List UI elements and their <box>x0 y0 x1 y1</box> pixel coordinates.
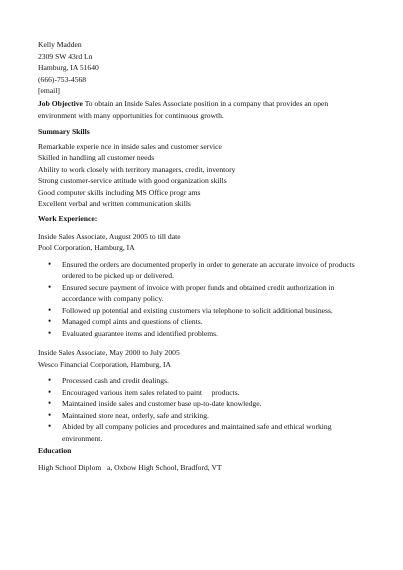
objective-text: To obtain an Inside Sales Associate position in a company that provides an open environment with many opportunities for continuous growth. <box>38 99 329 120</box>
job-bullets <box>38 259 358 340</box>
list-item: • Abided by all company policies and procedures and maintained safe and ethical working environment. <box>62 421 358 444</box>
skill-item: Remarkable experie nce in inside sales and customer service <box>38 141 222 151</box>
skill-item: Ability to work closely with territory managers, credit, inventory <box>38 164 236 174</box>
list-item: • Encouraged various item sales related to paint products. <box>62 387 358 399</box>
job-title-dates: Inside Sales Associate, August 2005 to till date <box>38 231 181 241</box>
contact-phone: (666)-753-4568 <box>38 74 87 84</box>
education-heading: Education <box>38 446 72 455</box>
list-item: • Processed cash and credit dealings. <box>62 375 358 387</box>
skills-section <box>38 126 378 210</box>
contact-street: 2309 SW 43rd Ln <box>38 51 93 61</box>
job-bullets <box>38 375 358 444</box>
objective-label: Job Objective <box>38 99 83 108</box>
work-section <box>38 213 358 452</box>
skills-heading: Summary Skills <box>38 127 90 136</box>
education-section <box>38 445 358 473</box>
list-item: • Managed compl aints and questions of clients. <box>62 316 358 328</box>
list-item: • Evaluated guarantee items and identified problems. <box>62 328 358 340</box>
objective-block <box>38 98 358 121</box>
contact-email: [email] <box>38 86 60 95</box>
contact-city: Hamburg, IA 51640 <box>38 63 99 72</box>
work-heading: Work Experience: <box>38 214 98 223</box>
list-item: • Maintained store neat, orderly, safe and striking. <box>62 410 358 422</box>
skill-item: Strong customer-service attitude with good organization skills <box>38 176 227 185</box>
list-item: • Ensured secure payment of invoice with proper funds and obtained credit authorization in accordance with company policy. <box>62 282 358 305</box>
job-company: Wesco Financial Corporation, Hamburg, IA <box>38 359 171 369</box>
contact-block <box>38 39 99 97</box>
list-item: • Maintained inside sales and customer base up-to-date knowledge. <box>62 398 358 410</box>
job-title-dates: Inside Sales Associate, May 2000 to July 2005 <box>38 348 180 357</box>
skill-item: Skilled in handling all customer needs <box>38 153 155 162</box>
list-item: • Ensured the orders are documented properly in order to generate an accurate invoice of products ordered to be picked up or delivered. <box>62 259 358 282</box>
education-entry: High School Diplom a, Oxbow High School, Bradford, VT <box>38 462 222 472</box>
skill-item: Good computer skills including MS Office progr ams <box>38 187 201 197</box>
contact-name: Kelly Madden <box>38 40 82 49</box>
skill-item: Excellent verbal and written communication skills <box>38 199 191 208</box>
job-company: Pool Corporation, Hamburg, IA <box>38 243 135 252</box>
list-item: • Followed up potential and existing customers via telephone to solicit additional business. <box>62 305 358 317</box>
